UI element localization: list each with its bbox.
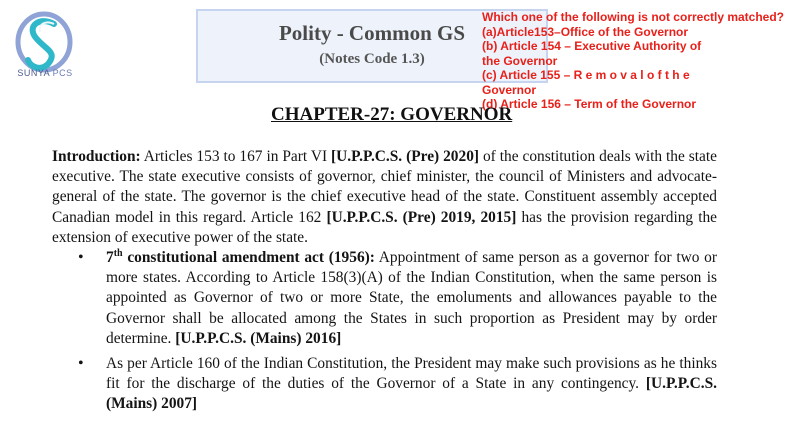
bullet-ref: [U.P.P.C.S. (Mains) 2016] [175,329,342,347]
bullet-ref: [U.P.P.C.S. (Mains) 2007] [106,375,717,413]
list-item [52,248,717,349]
document-body [52,147,717,415]
bullet-list [52,248,717,415]
intro-text-2: of the constitution deals with the state executive. The state executive consists of governor, chief minister, the council of Ministers and advocate-general of the state. The governor is the chief executive head of the state. Constituent assembly accepted Canadian model in this regard. Article 162 [52,148,717,226]
bullet-text: As per Article 160 of the Indian Constitution, the President may make such provisions as he thinks fit for the discharge of the duties of the Governor of a State in any contingency. [106,355,717,393]
amendment-heading: 7th constitutional amendment act (1956): [106,247,375,267]
intro-text-1: Articles 153 to 167 in Part VI [140,148,332,165]
bullet-icon: • [78,249,84,267]
intro-ref-1: [U.P.P.C.S. (Pre) 2020] [331,148,480,165]
quiz-option-b: (b) Article 154 – Executive Authority of [482,39,702,53]
page-title: Polity - Common GS [278,21,466,45]
quiz-question: Which one of the following is not correctly matched? [482,10,785,24]
bullet-text: Appointment of same person as a governor for two or more states. According to Article 158(3)(A) of the Indian Constitution, when the same person is appointed as Governor of two or more State, the emoluments and allowances payable to the Governor shall be allocated among the States in such proportion as President may by order determine. [106,249,717,347]
quiz-option-b-cont: the Governor [482,53,558,68]
quiz-option-d: (d) Article 156 – Term of the Governor [482,97,697,111]
quiz-option-c: (c) Article 155 – R e m o v a l o f t h e [482,68,690,82]
logo-text [8,68,82,78]
intro-paragraph [52,147,717,248]
intro-text-3: has the provision regarding the extension of executive power of the state. [52,208,717,246]
notes-code: (Notes Code 1.3) [319,51,425,67]
logo-brand: SUNYA [17,68,50,78]
chapter-title: CHAPTER-27: GOVERNOR [271,104,513,125]
quiz-option-c-cont: Governor [482,82,537,97]
logo-suffix: PCS [52,68,73,78]
list-item [52,354,717,415]
quiz-overlay [482,10,800,112]
intro-ref-2: [U.P.P.C.S. (Pre) 2019, 2015] [326,208,517,226]
bullet-icon: • [78,355,84,373]
intro-label: Introduction: [52,148,141,165]
quiz-option-a: (a)Article153–Office of the Governor [482,24,689,39]
